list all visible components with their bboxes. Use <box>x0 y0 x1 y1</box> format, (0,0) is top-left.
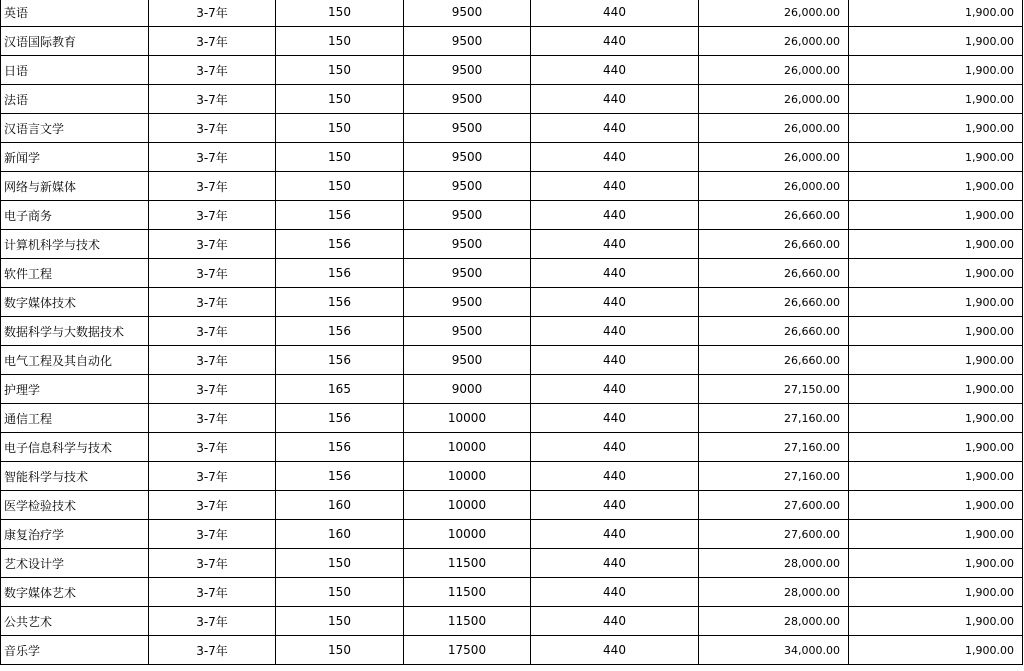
book-fee-cell: 440 <box>531 636 699 665</box>
study-duration-cell: 3-7年 <box>149 578 276 607</box>
credits-cell: 156 <box>276 317 404 346</box>
accommodation-fee-cell: 1,900.00 <box>849 85 1023 114</box>
total-fee-cell: 28,000.00 <box>699 578 849 607</box>
book-fee-cell: 440 <box>531 462 699 491</box>
total-fee-cell: 26,000.00 <box>699 0 849 27</box>
total-fee-cell: 26,660.00 <box>699 259 849 288</box>
total-fee-cell: 26,660.00 <box>699 201 849 230</box>
credits-cell: 150 <box>276 56 404 85</box>
total-fee-cell: 27,600.00 <box>699 491 849 520</box>
accommodation-fee-cell: 1,900.00 <box>849 491 1023 520</box>
table-row <box>1 375 1023 404</box>
accommodation-fee-cell: 1,900.00 <box>849 288 1023 317</box>
major-name-cell: 电子信息科学与技术 <box>1 433 149 462</box>
major-name-cell: 电气工程及其自动化 <box>1 346 149 375</box>
major-name-cell: 日语 <box>1 56 149 85</box>
accommodation-fee-cell: 1,900.00 <box>849 433 1023 462</box>
credits-cell: 150 <box>276 172 404 201</box>
major-name-cell: 艺术设计学 <box>1 549 149 578</box>
table-row <box>1 0 1023 27</box>
total-fee-cell: 26,660.00 <box>699 230 849 259</box>
table-row <box>1 172 1023 201</box>
table-row <box>1 230 1023 259</box>
accommodation-fee-cell: 1,900.00 <box>849 549 1023 578</box>
table-row <box>1 433 1023 462</box>
tuition-fee-cell: 9500 <box>404 259 531 288</box>
accommodation-fee-cell: 1,900.00 <box>849 578 1023 607</box>
study-duration-cell: 3-7年 <box>149 346 276 375</box>
accommodation-fee-cell: 1,900.00 <box>849 114 1023 143</box>
credits-cell: 150 <box>276 143 404 172</box>
table-row <box>1 578 1023 607</box>
accommodation-fee-cell: 1,900.00 <box>849 143 1023 172</box>
total-fee-cell: 26,000.00 <box>699 143 849 172</box>
total-fee-cell: 28,000.00 <box>699 549 849 578</box>
credits-cell: 150 <box>276 0 404 27</box>
study-duration-cell: 3-7年 <box>149 462 276 491</box>
table-row <box>1 56 1023 85</box>
book-fee-cell: 440 <box>531 230 699 259</box>
total-fee-cell: 26,660.00 <box>699 317 849 346</box>
study-duration-cell: 3-7年 <box>149 201 276 230</box>
major-name-cell: 公共艺术 <box>1 607 149 636</box>
total-fee-cell: 26,000.00 <box>699 114 849 143</box>
major-name-cell: 法语 <box>1 85 149 114</box>
total-fee-cell: 34,000.00 <box>699 636 849 665</box>
book-fee-cell: 440 <box>531 0 699 27</box>
accommodation-fee-cell: 1,900.00 <box>849 317 1023 346</box>
total-fee-cell: 26,660.00 <box>699 288 849 317</box>
table-row <box>1 27 1023 56</box>
accommodation-fee-cell: 1,900.00 <box>849 0 1023 27</box>
book-fee-cell: 440 <box>531 114 699 143</box>
book-fee-cell: 440 <box>531 520 699 549</box>
table-row <box>1 143 1023 172</box>
accommodation-fee-cell: 1,900.00 <box>849 172 1023 201</box>
table-row <box>1 491 1023 520</box>
book-fee-cell: 440 <box>531 404 699 433</box>
total-fee-cell: 27,600.00 <box>699 520 849 549</box>
book-fee-cell: 440 <box>531 259 699 288</box>
study-duration-cell: 3-7年 <box>149 607 276 636</box>
credits-cell: 156 <box>276 230 404 259</box>
study-duration-cell: 3-7年 <box>149 288 276 317</box>
table-row <box>1 259 1023 288</box>
tuition-fee-cell: 9500 <box>404 56 531 85</box>
table-row <box>1 549 1023 578</box>
study-duration-cell: 3-7年 <box>149 172 276 201</box>
study-duration-cell: 3-7年 <box>149 317 276 346</box>
accommodation-fee-cell: 1,900.00 <box>849 259 1023 288</box>
major-name-cell: 新闻学 <box>1 143 149 172</box>
major-name-cell: 医学检验技术 <box>1 491 149 520</box>
study-duration-cell: 3-7年 <box>149 636 276 665</box>
total-fee-cell: 28,000.00 <box>699 607 849 636</box>
book-fee-cell: 440 <box>531 85 699 114</box>
major-name-cell: 护理学 <box>1 375 149 404</box>
tuition-fee-cell: 9500 <box>404 172 531 201</box>
accommodation-fee-cell: 1,900.00 <box>849 230 1023 259</box>
tuition-fee-cell: 9500 <box>404 85 531 114</box>
book-fee-cell: 440 <box>531 201 699 230</box>
book-fee-cell: 440 <box>531 607 699 636</box>
book-fee-cell: 440 <box>531 549 699 578</box>
tuition-fee-cell: 11500 <box>404 549 531 578</box>
total-fee-cell: 26,000.00 <box>699 172 849 201</box>
credits-cell: 156 <box>276 433 404 462</box>
credits-cell: 150 <box>276 114 404 143</box>
tuition-fee-cell: 10000 <box>404 462 531 491</box>
credits-cell: 150 <box>276 85 404 114</box>
accommodation-fee-cell: 1,900.00 <box>849 201 1023 230</box>
study-duration-cell: 3-7年 <box>149 114 276 143</box>
book-fee-cell: 440 <box>531 27 699 56</box>
tuition-fee-cell: 9500 <box>404 288 531 317</box>
major-name-cell: 康复治疗学 <box>1 520 149 549</box>
table-row <box>1 636 1023 665</box>
table-row <box>1 462 1023 491</box>
total-fee-cell: 27,160.00 <box>699 433 849 462</box>
major-name-cell: 计算机科学与技术 <box>1 230 149 259</box>
table-row <box>1 201 1023 230</box>
table-row <box>1 114 1023 143</box>
study-duration-cell: 3-7年 <box>149 85 276 114</box>
tuition-fee-cell: 10000 <box>404 404 531 433</box>
tuition-fee-cell: 9500 <box>404 317 531 346</box>
tuition-fee-cell: 11500 <box>404 578 531 607</box>
major-name-cell: 网络与新媒体 <box>1 172 149 201</box>
book-fee-cell: 440 <box>531 56 699 85</box>
credits-cell: 156 <box>276 288 404 317</box>
tuition-fee-cell: 10000 <box>404 491 531 520</box>
accommodation-fee-cell: 1,900.00 <box>849 375 1023 404</box>
book-fee-cell: 440 <box>531 143 699 172</box>
book-fee-cell: 440 <box>531 433 699 462</box>
study-duration-cell: 3-7年 <box>149 520 276 549</box>
accommodation-fee-cell: 1,900.00 <box>849 346 1023 375</box>
major-name-cell: 智能科学与技术 <box>1 462 149 491</box>
tuition-fee-cell: 10000 <box>404 520 531 549</box>
accommodation-fee-cell: 1,900.00 <box>849 404 1023 433</box>
credits-cell: 150 <box>276 636 404 665</box>
major-name-cell: 通信工程 <box>1 404 149 433</box>
major-name-cell: 数据科学与大数据技术 <box>1 317 149 346</box>
credits-cell: 156 <box>276 462 404 491</box>
credits-cell: 156 <box>276 201 404 230</box>
total-fee-cell: 27,160.00 <box>699 462 849 491</box>
credits-cell: 150 <box>276 27 404 56</box>
major-name-cell: 软件工程 <box>1 259 149 288</box>
total-fee-cell: 27,150.00 <box>699 375 849 404</box>
major-name-cell: 汉语言文学 <box>1 114 149 143</box>
tuition-fee-cell: 17500 <box>404 636 531 665</box>
credits-cell: 165 <box>276 375 404 404</box>
study-duration-cell: 3-7年 <box>149 143 276 172</box>
accommodation-fee-cell: 1,900.00 <box>849 636 1023 665</box>
book-fee-cell: 440 <box>531 578 699 607</box>
table-row <box>1 317 1023 346</box>
tuition-fee-cell: 9500 <box>404 143 531 172</box>
book-fee-cell: 440 <box>531 375 699 404</box>
credits-cell: 156 <box>276 259 404 288</box>
major-name-cell: 英语 <box>1 0 149 27</box>
credits-cell: 150 <box>276 607 404 636</box>
study-duration-cell: 3-7年 <box>149 0 276 27</box>
study-duration-cell: 3-7年 <box>149 230 276 259</box>
credits-cell: 156 <box>276 404 404 433</box>
study-duration-cell: 3-7年 <box>149 56 276 85</box>
tuition-fee-cell: 10000 <box>404 433 531 462</box>
accommodation-fee-cell: 1,900.00 <box>849 607 1023 636</box>
total-fee-cell: 27,160.00 <box>699 404 849 433</box>
accommodation-fee-cell: 1,900.00 <box>849 56 1023 85</box>
major-name-cell: 数字媒体艺术 <box>1 578 149 607</box>
credits-cell: 150 <box>276 549 404 578</box>
tuition-fee-cell: 9500 <box>404 201 531 230</box>
table-row <box>1 85 1023 114</box>
major-name-cell: 汉语国际教育 <box>1 27 149 56</box>
accommodation-fee-cell: 1,900.00 <box>849 520 1023 549</box>
tuition-fee-cell: 9500 <box>404 230 531 259</box>
accommodation-fee-cell: 1,900.00 <box>849 462 1023 491</box>
study-duration-cell: 3-7年 <box>149 375 276 404</box>
credits-cell: 150 <box>276 578 404 607</box>
tuition-fee-cell: 9500 <box>404 114 531 143</box>
major-name-cell: 电子商务 <box>1 201 149 230</box>
book-fee-cell: 440 <box>531 317 699 346</box>
study-duration-cell: 3-7年 <box>149 433 276 462</box>
major-name-cell: 音乐学 <box>1 636 149 665</box>
table-row <box>1 404 1023 433</box>
tuition-fee-cell: 9500 <box>404 27 531 56</box>
book-fee-cell: 440 <box>531 172 699 201</box>
tuition-fee-cell: 11500 <box>404 607 531 636</box>
table-row <box>1 288 1023 317</box>
credits-cell: 156 <box>276 346 404 375</box>
study-duration-cell: 3-7年 <box>149 27 276 56</box>
table-row <box>1 346 1023 375</box>
total-fee-cell: 26,000.00 <box>699 85 849 114</box>
credits-cell: 160 <box>276 520 404 549</box>
major-name-cell: 数字媒体技术 <box>1 288 149 317</box>
book-fee-cell: 440 <box>531 346 699 375</box>
book-fee-cell: 440 <box>531 491 699 520</box>
book-fee-cell: 440 <box>531 288 699 317</box>
credits-cell: 160 <box>276 491 404 520</box>
total-fee-cell: 26,000.00 <box>699 27 849 56</box>
study-duration-cell: 3-7年 <box>149 549 276 578</box>
tuition-fee-cell: 9500 <box>404 346 531 375</box>
study-duration-cell: 3-7年 <box>149 491 276 520</box>
tuition-fee-cell: 9000 <box>404 375 531 404</box>
total-fee-cell: 26,660.00 <box>699 346 849 375</box>
study-duration-cell: 3-7年 <box>149 259 276 288</box>
study-duration-cell: 3-7年 <box>149 404 276 433</box>
accommodation-fee-cell: 1,900.00 <box>849 27 1023 56</box>
total-fee-cell: 26,000.00 <box>699 56 849 85</box>
tuition-fee-cell: 9500 <box>404 0 531 27</box>
table-row <box>1 520 1023 549</box>
table-row <box>1 607 1023 636</box>
